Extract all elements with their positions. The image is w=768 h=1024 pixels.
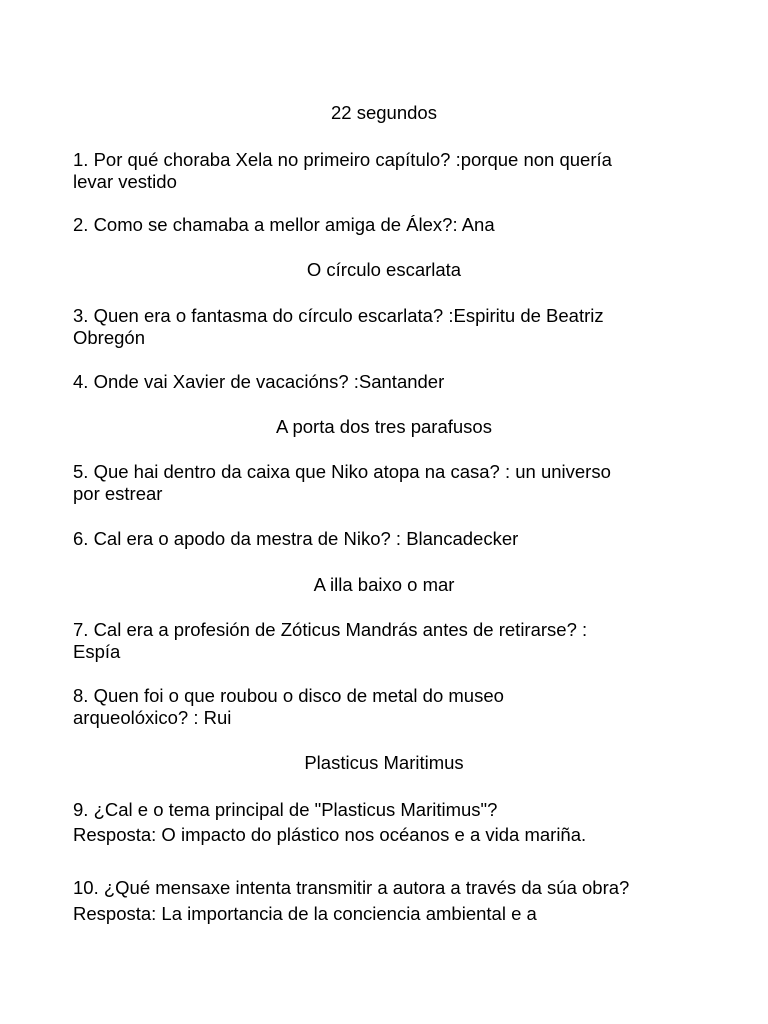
question-10	[73, 875, 713, 927]
question-line: 7. Cal era a profesión de Zóticus Mandrás antes de retirarse? :	[73, 619, 588, 640]
question-line: 8. Quen foi o que roubou o disco de metal do museo	[73, 685, 504, 706]
question-line: 5. Que hai dentro da caixa que Niko atopa na casa? : un universo	[73, 461, 611, 482]
question-line: 9. ¿Cal e o tema principal de "Plasticus Maritimus"?	[73, 799, 498, 820]
question-line: 4. Onde vai Xavier de vacacións? :Santander	[73, 371, 445, 392]
question-9	[73, 797, 713, 847]
question-line: 1. Por qué choraba Xela no primeiro capítulo? :porque non quería	[73, 149, 612, 170]
question-line: por estrear	[73, 483, 163, 504]
question-line: 2. Como se chamaba a mellor amiga de Álex?: Ana	[73, 214, 495, 235]
answer-line: Resposta: O impacto do plástico nos océanos e a vida mariña.	[73, 824, 587, 845]
question-7	[73, 619, 713, 663]
question-6	[73, 528, 713, 550]
question-5	[73, 461, 713, 505]
question-line: arqueolóxico? : Rui	[73, 707, 232, 728]
question-line: 3. Quen era o fantasma do círculo escarlata? :Espiritu de Beatriz	[73, 305, 604, 326]
question-1	[73, 149, 713, 193]
question-line: Obregón	[73, 327, 145, 348]
question-line: Espía	[73, 641, 121, 662]
question-2	[73, 214, 713, 236]
section-heading: O círculo escarlata	[306, 259, 462, 280]
question-8	[73, 685, 713, 729]
question-line: levar vestido	[73, 171, 177, 192]
question-line: 6. Cal era o apodo da mestra de Niko? : Blancadecker	[73, 528, 519, 549]
section-heading: Plasticus Maritimus	[304, 752, 464, 773]
question-3	[73, 305, 713, 349]
question-4	[73, 371, 713, 393]
section-heading: A porta dos tres parafusos	[276, 416, 492, 437]
section-heading: A illa baixo o mar	[313, 574, 455, 595]
answer-line: Resposta: La importancia de la conciencia ambiental e a	[73, 903, 537, 924]
section-heading: 22 segundos	[331, 102, 437, 123]
question-line: 10. ¿Qué mensaxe intenta transmitir a autora a través da súa obra?	[73, 877, 630, 898]
